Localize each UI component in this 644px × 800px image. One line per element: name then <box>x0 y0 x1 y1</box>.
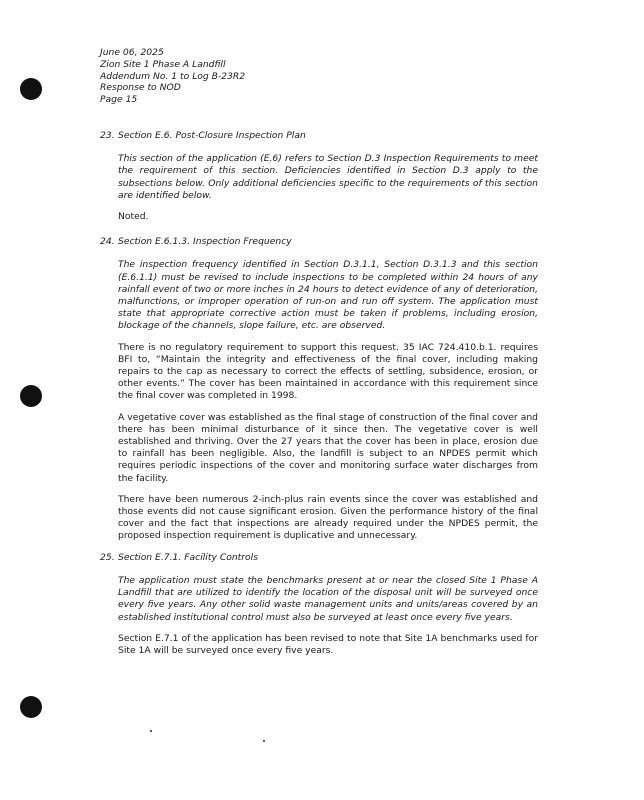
section-title: Section E.7.1. Facility Controls <box>118 551 259 563</box>
punch-hole-bottom <box>20 696 42 718</box>
scan-speck <box>263 740 265 742</box>
section-title: Section E.6. Post-Closure Inspection Plan <box>118 130 306 141</box>
header-response: Response to NOD <box>100 82 181 94</box>
header-page-number: Page 15 <box>100 94 138 106</box>
deficiency-text: The application must state the benchmarks present at or near the closed Site 1 Phase A Landfill that are utilized to identify the location of the disposal unit will be surveyed once every five years. Any other solid waste management units and units/areas covered by an established institutional control must also be surveyed at least once every five years. <box>118 574 538 623</box>
header-addendum: Addendum No. 1 to Log B-23R2 <box>100 70 246 82</box>
page-header <box>100 47 245 106</box>
section-heading-23 <box>100 130 538 142</box>
section-heading-24 <box>100 236 538 248</box>
response-paragraph: A vegetative cover was established as the final stage of construction of the final cover and there has been minimal disturbance of it since then. The vegetative cover is well established and thriving. Over the 27 years that the cover has been in place, erosion due to rainfall has been negligible. Also, the landfill is subject to an NPDES permit which requires periodic inspections of the cover and monitoring surface water discharges from the facility. <box>118 411 538 484</box>
section-number: 25. <box>100 551 115 563</box>
header-date: June 06, 2025 <box>100 47 164 58</box>
response-paragraph: There have been numerous 2-inch-plus rain events since the cover was established and those events did not cause significant erosion. Given the performance history of the final cover and the fact that inspections are already required under the NPDES permit, the proposed inspection requirement is duplicative and unnecessary. <box>118 493 538 542</box>
document-body <box>100 130 538 666</box>
deficiency-text: This section of the application (E.6) refers to Section D.3 Inspection Requirements to meet the requirement of this section. Deficiencies identified in Section D.3 apply to the subsections below. Only additional deficiencies specific to the requirements of this section are identified below. <box>118 153 538 201</box>
punch-hole-top <box>20 78 42 100</box>
header-site: Zion Site 1 Phase A Landfill <box>100 58 226 70</box>
scan-speck <box>150 730 152 732</box>
response-paragraph: There is no regulatory requirement to support this request. 35 IAC 724.410.b.1. requires BFI to, “Maintain the integrity and effectiveness of the final cover, including making repairs to the cap as necessary to correct the effects of settling, subsidence, erosion, or other events.” The cover has been maintained in accordance with this requirement since the final cover was completed in 1998. <box>118 341 538 402</box>
section-title: Section E.6.1.3. Inspection Frequency <box>118 236 292 248</box>
section-heading-25 <box>100 552 538 564</box>
response-paragraph: Section E.7.1 of the application has been revised to note that Site 1A benchmarks used for Site 1A will be surveyed once every five years. <box>118 632 538 656</box>
deficiency-text: The inspection frequency identified in Section D.3.1.1, Section D.3.1.3 and this section (E.6.1.1) must be revised to include inspections to be completed within 24 hours of any rainfall event of two or more inches in 24 hours to detect evidence of any of deterioration, malfunctions, or improper operation of run-on and run off system. The application must state that appropriate corrective action must be taken if problems, including erosion, blockage of the channels, slope failure, etc. are observed. <box>118 259 538 332</box>
punch-hole-middle <box>20 385 42 407</box>
section-number: 23. <box>100 130 115 141</box>
response-paragraph: Noted. <box>118 211 149 223</box>
section-number: 24. <box>100 236 115 248</box>
